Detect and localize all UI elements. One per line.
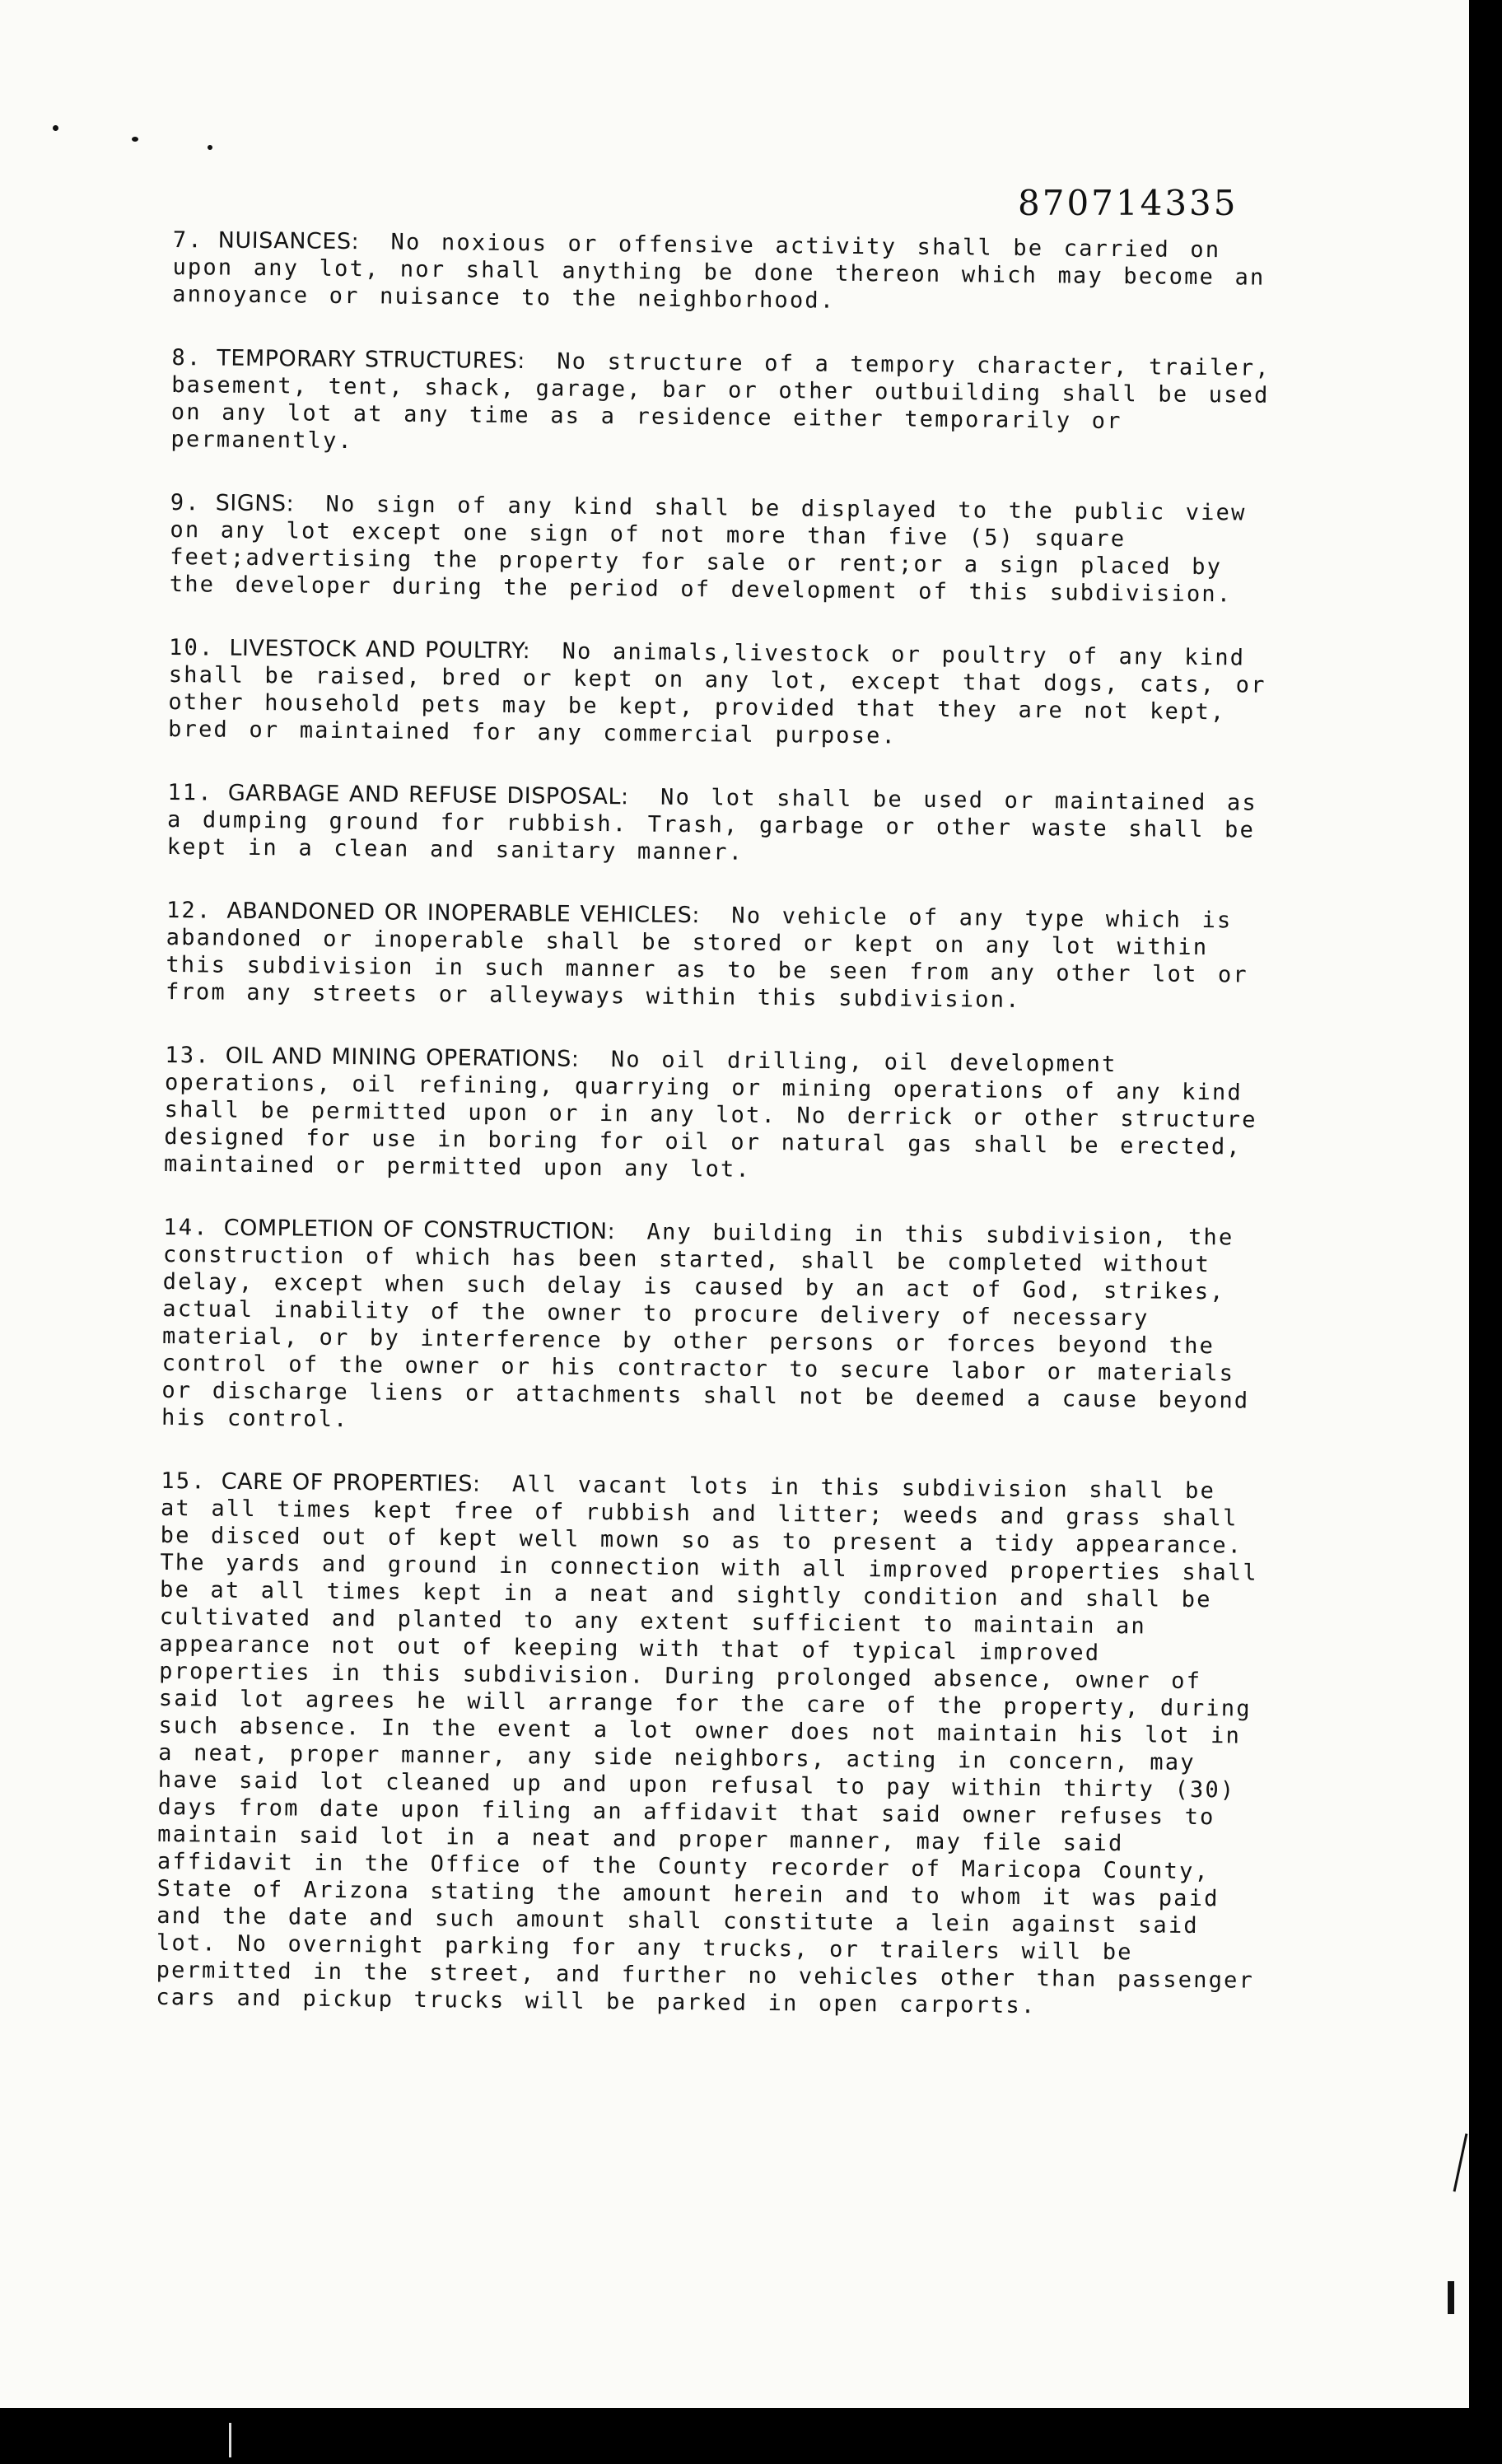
section-oil-and-mining — [164, 1042, 1269, 1188]
section-heading: TEMPORARY STRUCTURES: — [217, 345, 525, 375]
section-paragraph — [172, 226, 1276, 319]
section-nuisances — [172, 226, 1276, 319]
section-number: 13. — [165, 1042, 211, 1069]
section-body: No noxious or offensive activity shall be carried on upon any lot, nor shall anything be done thereon which may become an annoyance or nuisance to the neighborhood. — [172, 229, 1266, 314]
section-number: 8. — [171, 344, 203, 371]
scan-speck — [132, 137, 138, 142]
scan-edge-mark — [1448, 2281, 1454, 2314]
covenants-text — [156, 226, 1276, 2058]
section-signs — [170, 489, 1274, 609]
section-paragraph — [170, 489, 1274, 609]
section-number: 10. — [168, 634, 215, 661]
section-paragraph — [161, 1214, 1266, 1442]
section-heading: LIVESTOCK AND POULTRY: — [229, 635, 531, 665]
section-temporary-structures — [170, 344, 1275, 464]
section-paragraph — [166, 897, 1270, 1016]
scan-speck — [208, 145, 212, 150]
section-garbage-and-refuse — [167, 779, 1271, 871]
section-body: No sign of any kind shall be displayed to the public view on any lot except one sign of not more than five (5) square feet;advertising the property for sale or rent;or a sign placed by the developer during the period of development of this subdivision. — [169, 491, 1247, 608]
section-paragraph — [164, 1042, 1269, 1188]
section-heading: GARBAGE AND REFUSE DISPOSAL: — [227, 780, 629, 810]
section-care-of-properties — [156, 1468, 1264, 2022]
section-paragraph — [156, 1468, 1264, 2022]
section-livestock-and-poultry — [168, 634, 1272, 754]
section-body: All vacant lots in this subdivision shall be at all times kept free of rubbish and litter; weeds and grass shall be disced out of kept well mown so as to present a tidy appearance. The yards and ground in connection with all improved properties shall be at all times kept in a neat and sightly condition and shall be cultivated and planted to any extent sufficient to maintain an appearance not out of keeping with that of typical improved properties in this subdivision. During prolonged absence, owner of said lot agrees he will arrange for the care of the property, during such absence. In the event a lot owner does not maintain his lot in a neat, proper manner, any side neighbors, acting in concern, may have said lot cleaned up and upon refusal to pay within thirty (30) days from date upon filing an affidavit that said owner refuses to maintain said lot in a neat and proper manner, may file said affidavit in the Office of the County recorder of Maricopa County, State of Arizona stating the amount herein and to whom it was paid and the date and such amount shall constitute a lein against said lot. No overnight parking for any trucks, or trailers will be permitted in the street, and further no vehicles other than passenger cars and pickup trucks will be parked in open carports. — [156, 1472, 1258, 2019]
section-abandoned-vehicles — [166, 897, 1270, 1016]
scan-edge-mark — [1453, 2133, 1468, 2191]
section-heading: ABANDONED OR INOPERABLE VEHICLES: — [226, 898, 701, 929]
section-number: 14. — [163, 1214, 209, 1241]
section-number: 12. — [166, 897, 212, 924]
section-body: No oil drilling, oil development operations, oil refining, quarrying or mining operations of any kind shall be permitted upon or in any lot. No derrick or other structure designed for use in boring for oil or natural gas shall be erected, maintained or permitted upon any lot. — [163, 1047, 1257, 1183]
section-heading: SIGNS: — [215, 490, 295, 517]
section-completion-of-construction — [161, 1214, 1266, 1442]
section-body: Any building in this subdivision, the construction of which has been started, shall be completed without delay, except when such delay is caused by an act of God, strikes, actual inability of the owner to procure delivery of necessary material, or by interference by other persons or forces beyond the control of the owner or his contractor to secure labor or materials or discharge liens or attachments shall not be deemed a cause beyond his control. — [161, 1219, 1250, 1433]
section-paragraph — [167, 779, 1271, 871]
section-body: No structure of a tempory character, trailer, basement, tent, shack, garage, bar or other outbuilding shall be used on any lot at any time as a residence either temporarily or permanently. — [170, 348, 1271, 455]
scan-border-right — [1469, 0, 1502, 2464]
section-body: No vehicle of any type which is abandoned or inoperable shall be stored or kept on any lot within this subdivision in such manner as to be seen from any other lot or from any streets or alleyways within this subdivision. — [165, 903, 1248, 1013]
document-number: 870714335 — [1018, 183, 1238, 223]
section-number: 7. — [172, 226, 203, 254]
section-body: No animals,livestock or poultry of any kind shall be raised, bred or kept on any lot, except that dogs, cats, or other household pets may be kept, provided that they are not kept, bred or maintained for any commercial purpose. — [167, 638, 1266, 749]
section-number: 11. — [167, 779, 213, 806]
section-heading: NUISANCES: — [217, 227, 360, 255]
scan-edge-mark — [229, 2423, 231, 2457]
scan-border-bottom — [0, 2408, 1502, 2464]
section-paragraph — [170, 344, 1275, 464]
section-heading: COMPLETION OF CONSTRUCTION: — [223, 1215, 616, 1245]
section-number: 15. — [161, 1468, 207, 1495]
section-number: 9. — [170, 489, 201, 516]
scan-speck — [53, 125, 58, 131]
section-body: No lot shall be used or maintained as a dumping ground for rubbish. Trash, garbage or other waste shall be kept in a clean and sanitary manner. — [166, 784, 1258, 866]
section-heading: CARE OF PROPERTIES: — [221, 1468, 481, 1497]
section-paragraph — [168, 634, 1272, 754]
section-heading: OIL AND MINING OPERATIONS: — [225, 1043, 580, 1072]
